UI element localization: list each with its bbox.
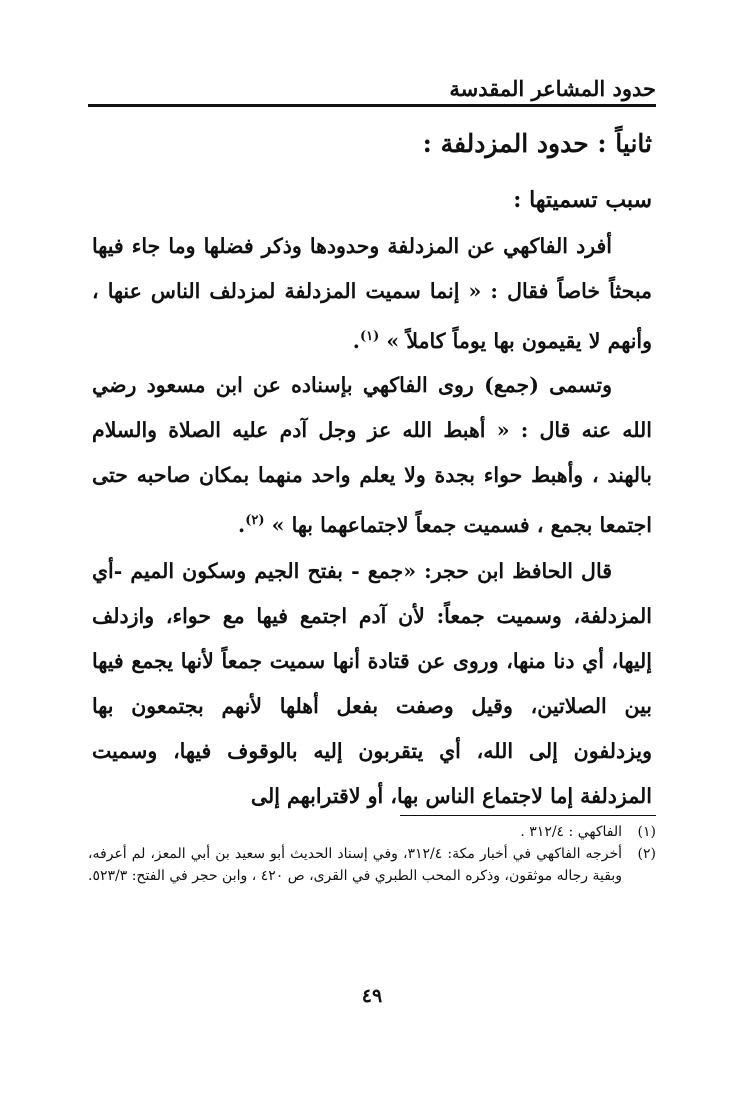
paragraph-1 xyxy=(92,224,652,364)
running-header: حدود المشاعر المقدسة xyxy=(449,76,656,101)
footnote-2 xyxy=(88,843,656,887)
subsection-title: سبب تسميتها : xyxy=(513,187,652,213)
paragraph-text: قال الحافظ ابن حجر: «جمع - بفتح الجيم وسكون الميم -أي المزدلفة، وسميت جمعاً: لأن آدم اجتمع فيها مع حواء، وازدلف إليها، أي دنا منها، وروى عن قتادة أنها سميت جمعاً لأنها يجمع فيها بين الصلاتين، وقيل وصفت بفعل أهلها لأنهم بجتمعون بها ويزدلفون إلى الله، أي يتقربون إليه بالوقوف فيها، وسميت المزدلفة إما لاجتماع الناس بها، أو لاقترابهم إلى xyxy=(92,559,652,808)
section-title: ثانياً : حدود المزدلفة : xyxy=(422,129,652,158)
paragraph-3 xyxy=(92,549,652,819)
footnote-text: أخرجه الفاكهي في أخبار مكة: ٣١٢/٤، وفي إسناد الحديث أبو سعيد بن أبي المعز، لم أعرفه، وبقية رجاله موثقون، وذكره المحب الطبري في القرى، ص ٤٢٠ ، وابن حجر في الفتح: ٥٢٣/٣. xyxy=(88,846,622,884)
paragraph-2 xyxy=(92,363,652,548)
paragraph-end: . xyxy=(352,328,360,353)
footnote-text: الفاكهي : ٣١٢/٤ . xyxy=(520,824,622,840)
footnote-reference-1: (١) xyxy=(359,329,380,344)
footnote-rule xyxy=(400,815,656,816)
paragraph-end: . xyxy=(238,512,246,537)
footnote-reference-2: (٢) xyxy=(245,513,265,528)
footnote-number: (٢) xyxy=(637,846,656,862)
footnote-number: (١) xyxy=(637,824,656,840)
footnote-1 xyxy=(88,821,656,843)
paragraph-text: وتسمى (جمع) روى الفاكهي بإسناده عن ابن مسعود رضي الله عنه قال : « أهبط الله عز وجل آدم عليه الصلاة والسلام بالهند ، وأهبط حواء بجدة ولا يعلم واحد منهما بمكان صاحبه حتى اجتمعا بجمع ، فسميت جمعاً لاجتماعهما بها » xyxy=(92,373,652,537)
header-rule xyxy=(88,104,656,107)
paragraph-text: أفرد الفاكهي عن المزدلفة وحدودها وذكر فضلها وما جاء فيها مبحثاً خاصاً فقال : « إنما سميت المزدلفة لمزدلف الناس عنها ، وأنهم لا يقيمون بها يوماً كاملاً » xyxy=(92,234,652,353)
page-number: ٤٩ xyxy=(361,985,383,1007)
footnotes xyxy=(88,821,656,887)
